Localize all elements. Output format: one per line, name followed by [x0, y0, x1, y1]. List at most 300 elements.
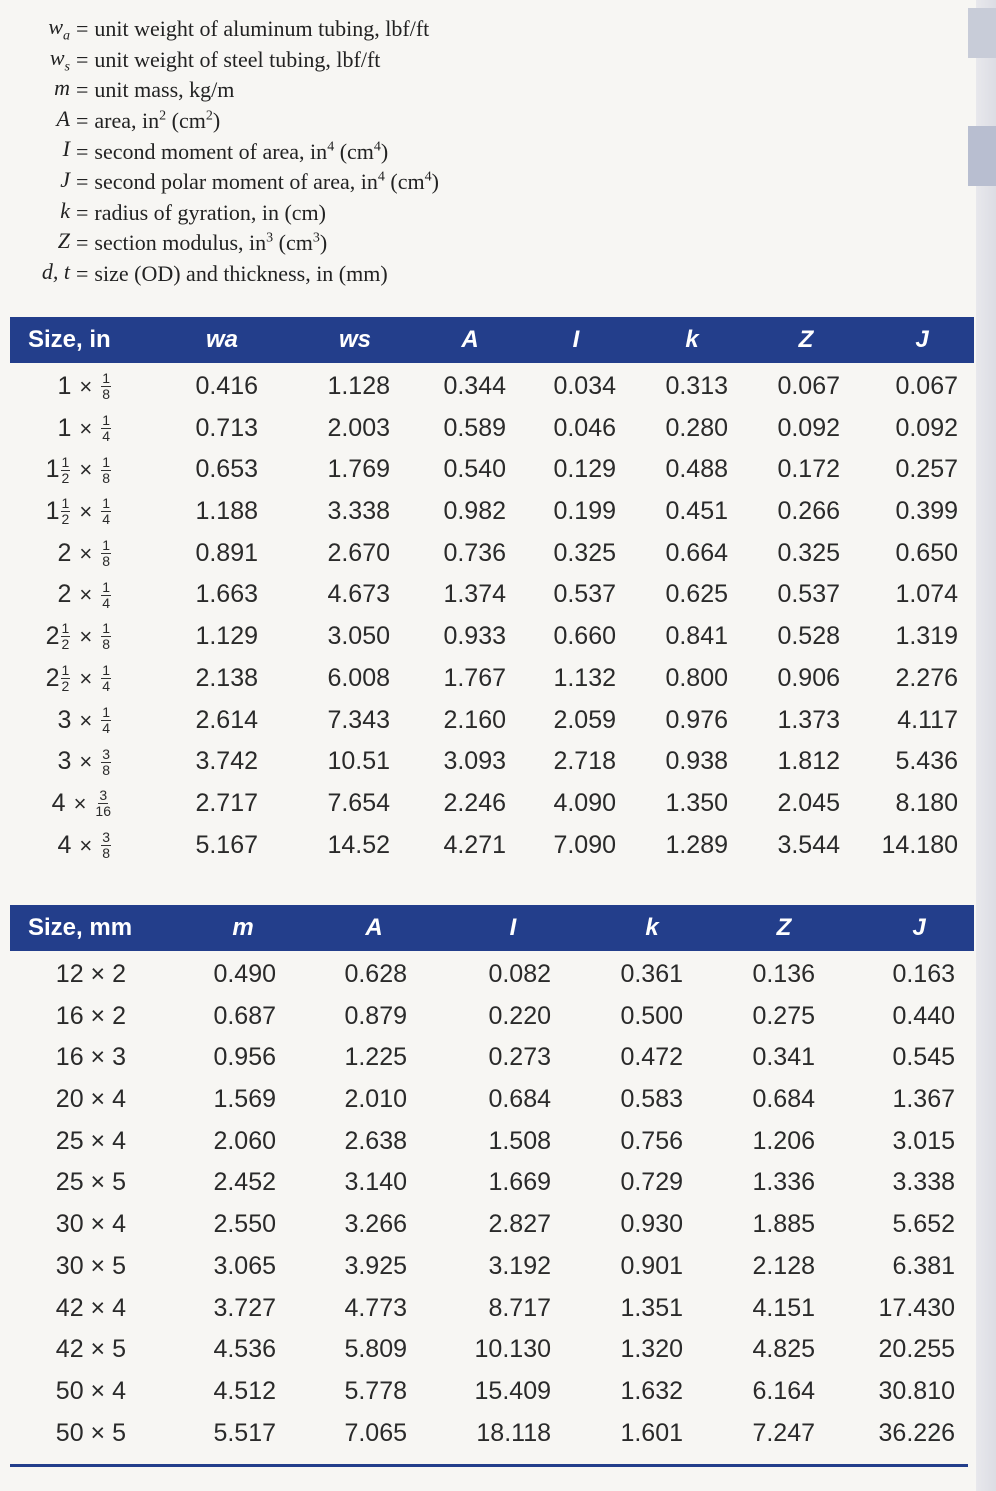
- legend-item: [10, 45, 439, 76]
- size-whole: 4: [51, 788, 66, 817]
- size-diameter: [57, 574, 71, 616]
- column-header: ws: [338, 326, 371, 353]
- table-cell: 5.809: [344, 1335, 407, 1364]
- fraction-denominator: 2: [61, 511, 70, 528]
- table-cell: 0.451: [665, 497, 728, 526]
- table-cell: 2.276: [895, 663, 958, 692]
- times-sign: ×: [79, 374, 93, 399]
- table-cell: 1.632: [620, 1376, 683, 1405]
- table-cell: 30.810: [878, 1376, 955, 1405]
- times-sign: ×: [79, 749, 93, 775]
- bottom-rule: [10, 1464, 968, 1467]
- legend-description: second polar moment of area, $in^4$ $(cm^4)$: [94, 169, 439, 195]
- legend-symbol: [10, 136, 70, 166]
- table-cell: 7.343: [327, 705, 390, 734]
- table-cell: 0.257: [895, 455, 958, 484]
- table-row: [10, 1413, 974, 1455]
- table-cell: 0.628: [344, 960, 407, 988]
- table-cell: 0.713: [195, 413, 258, 442]
- table-cell: 5.652: [892, 1210, 955, 1239]
- table-cell: 6.381: [892, 1251, 955, 1280]
- table-cell: 3.065: [213, 1251, 276, 1280]
- table-cell: 1.206: [752, 1126, 815, 1155]
- table-cell: 0.082: [488, 960, 551, 988]
- table-cell: 0.583: [620, 1085, 683, 1114]
- legend-symbol-letter: J: [60, 167, 70, 193]
- size-whole: 4: [57, 830, 72, 859]
- table-row: [10, 996, 974, 1038]
- table-row: [10, 825, 974, 867]
- size-cell: 42 × 5: [55, 1335, 126, 1364]
- legend-symbol-letter: d, t: [41, 258, 70, 284]
- fraction-denominator: 16: [95, 803, 111, 820]
- legend-item: [10, 198, 439, 229]
- legend-symbol: [10, 198, 70, 228]
- fraction-numerator: 1: [102, 412, 110, 429]
- table-cell: 5.517: [213, 1418, 276, 1447]
- table-row: [10, 366, 974, 408]
- fraction-denominator: 4: [102, 428, 110, 445]
- size-whole: 3: [57, 747, 72, 776]
- table-cell: 0.653: [195, 455, 258, 484]
- table-cell: 4.512: [213, 1376, 276, 1405]
- table-cell: 0.361: [620, 960, 683, 988]
- table-row: [10, 449, 974, 491]
- size-diameter: [57, 533, 71, 575]
- table-cell: 4.825: [752, 1335, 815, 1364]
- table-cell: 1.885: [752, 1210, 815, 1239]
- table-cell: 4.090: [553, 788, 616, 817]
- fraction: [101, 830, 111, 861]
- fraction-denominator: 4: [102, 594, 110, 611]
- table-cell: 0.313: [665, 372, 728, 400]
- fraction: [101, 538, 111, 569]
- table-body: [10, 951, 974, 1454]
- table-cell: 0.500: [620, 1001, 683, 1030]
- fraction-denominator: 2: [61, 469, 70, 486]
- size-whole: 3: [57, 705, 72, 734]
- size-diameter: [52, 783, 66, 825]
- fraction-numerator: 1: [61, 662, 70, 679]
- table-cell: 0.092: [895, 413, 958, 442]
- fraction-numerator: 1: [61, 495, 70, 512]
- size-diameter: [57, 825, 71, 867]
- size-cell: [10, 825, 112, 867]
- table-cell: 17.430: [878, 1293, 955, 1322]
- table-cell: 0.687: [213, 1001, 276, 1030]
- table-cell: 6.008: [327, 663, 390, 692]
- size-whole: 1: [57, 413, 72, 442]
- table-cell: 0.906: [777, 663, 840, 692]
- fraction: [101, 580, 111, 611]
- fraction: [101, 663, 111, 694]
- table-cell: 4.117: [897, 705, 958, 734]
- column-header: Z: [776, 914, 792, 941]
- legend-description: size (OD) and thickness, in (mm): [94, 261, 388, 287]
- table-row: [10, 1204, 974, 1246]
- table-cell: 3.015: [892, 1126, 955, 1155]
- size-diameter: [46, 658, 72, 700]
- size-cell: [10, 783, 112, 825]
- table-cell: 1.669: [488, 1168, 551, 1197]
- table-cell: 2.060: [213, 1126, 276, 1155]
- table-cell: 0.540: [443, 455, 506, 484]
- table-cell: 0.046: [553, 413, 616, 442]
- table-cell: 1.225: [344, 1043, 407, 1072]
- table-row: [10, 574, 974, 616]
- legend-symbol: [10, 45, 70, 75]
- table-row: [10, 491, 974, 533]
- times-sign: ×: [79, 665, 93, 691]
- legend-symbol: [10, 228, 70, 258]
- table-cell: 6.164: [752, 1376, 815, 1405]
- table-cell: 0.488: [665, 455, 728, 484]
- table-cell: 0.344: [443, 372, 506, 400]
- size-whole: 1: [45, 497, 60, 526]
- table-cell: 1.373: [777, 705, 840, 734]
- size-cell: [10, 741, 112, 783]
- table-cell: 1.132: [553, 663, 616, 692]
- legend-symbol: [10, 259, 70, 289]
- table-cell: 2.827: [488, 1210, 551, 1239]
- table-cell: 1.289: [665, 830, 728, 859]
- size-diameter: [46, 616, 72, 658]
- table-cell: 0.545: [892, 1043, 955, 1072]
- table-cell: 2.638: [344, 1126, 407, 1155]
- fraction-numerator: 1: [102, 703, 110, 720]
- fraction: [61, 455, 71, 486]
- table-cell: 0.067: [777, 372, 840, 400]
- column-header: Z: [798, 326, 814, 353]
- fraction: [101, 705, 111, 736]
- table-cell: 2.614: [195, 705, 258, 734]
- table-cell: 15.409: [474, 1376, 551, 1405]
- table-cell: 0.729: [620, 1168, 683, 1197]
- fraction-denominator: 4: [102, 511, 110, 528]
- table-cell: 4.773: [344, 1293, 407, 1322]
- size-cell: 30 × 4: [55, 1210, 126, 1239]
- fraction-denominator: 4: [102, 719, 110, 736]
- legend-item: [10, 136, 439, 167]
- table-cell: 1.569: [213, 1085, 276, 1114]
- size-cell: 42 × 4: [55, 1293, 126, 1322]
- equals-sign: =: [76, 108, 89, 134]
- table-cell: 0.325: [777, 538, 840, 567]
- table-cell: 1.601: [620, 1418, 683, 1447]
- table-row: [10, 1371, 974, 1413]
- legend-item: [10, 75, 439, 106]
- fraction: [61, 496, 71, 527]
- table-cell: 1.336: [752, 1168, 815, 1197]
- table-cell: 3.140: [344, 1168, 407, 1197]
- table-cell: 0.736: [443, 538, 506, 567]
- size-cell: [10, 449, 112, 491]
- table-cell: 1.129: [195, 622, 258, 651]
- fraction-numerator: 1: [102, 620, 110, 637]
- times-sign: ×: [79, 415, 93, 441]
- table-cell: 1.128: [327, 372, 390, 400]
- fraction-denominator: 8: [102, 844, 110, 861]
- column-header: I: [572, 326, 580, 353]
- table-cell: 1.769: [327, 455, 390, 484]
- table-cell: 2.010: [344, 1085, 407, 1114]
- fraction-denominator: 2: [61, 636, 70, 653]
- fraction: [101, 371, 111, 402]
- column-header: wa: [205, 326, 238, 353]
- page-edge-tab: [968, 126, 996, 186]
- table-cell: 10.130: [474, 1335, 551, 1364]
- size-whole: 2: [45, 663, 60, 692]
- table-cell: 4.536: [213, 1335, 276, 1364]
- fraction-denominator: 4: [102, 678, 110, 695]
- table-cell: 1.320: [620, 1335, 683, 1364]
- table-cell: 18.118: [476, 1418, 551, 1447]
- table-cell: 0.933: [443, 622, 506, 651]
- table-cell: 1.351: [620, 1293, 683, 1322]
- fraction-numerator: 1: [61, 620, 70, 637]
- table-cell: 3.093: [443, 747, 506, 776]
- legend-description: unit mass, kg/m: [94, 77, 235, 103]
- table-cell: 0.136: [752, 960, 815, 988]
- legend-symbol-letter: I: [62, 136, 70, 162]
- table-cell: 0.325: [553, 538, 616, 567]
- legend-description: unit weight of aluminum tubing, lbf/ft: [94, 16, 430, 42]
- table-cell: 3.338: [892, 1168, 955, 1197]
- fraction: [101, 621, 111, 652]
- table-cell: 8.717: [488, 1293, 551, 1322]
- table-row: [10, 1121, 974, 1163]
- table-row: [10, 783, 974, 825]
- table-cell: 0.891: [195, 538, 258, 567]
- table-cell: 2.718: [553, 747, 616, 776]
- table-cell: 0.589: [443, 413, 506, 442]
- table-cell: 0.684: [488, 1085, 551, 1114]
- table-cell: 2.550: [213, 1210, 276, 1239]
- fraction: [61, 621, 71, 652]
- legend-item: [10, 167, 439, 198]
- size-cell: [10, 533, 112, 575]
- table-cell: 7.065: [344, 1418, 407, 1447]
- table-cell: 0.092: [777, 413, 840, 442]
- size-diameter: [46, 491, 72, 533]
- size-whole: 2: [57, 538, 72, 567]
- fraction-denominator: 8: [102, 469, 110, 486]
- table-cell: 3.925: [344, 1251, 407, 1280]
- table-cell: 5.778: [344, 1376, 407, 1405]
- column-header: k: [685, 326, 699, 353]
- column-header: Size, in: [28, 326, 111, 353]
- fraction-numerator: 1: [102, 578, 110, 595]
- size-cell: 12 × 2: [55, 960, 126, 988]
- table-cell: 2.246: [443, 788, 506, 817]
- table-cell: 0.034: [553, 372, 616, 400]
- size-whole: 1: [45, 455, 60, 484]
- table-cell: 1.374: [443, 580, 506, 609]
- table-row: [10, 954, 974, 996]
- fraction-numerator: 3: [102, 828, 110, 845]
- size-cell: 20 × 4: [55, 1085, 126, 1114]
- equals-sign: =: [76, 138, 89, 164]
- table-row: [10, 741, 974, 783]
- table-cell: 3.266: [344, 1210, 407, 1239]
- table-cell: 10.51: [327, 747, 390, 776]
- column-header: J: [912, 914, 926, 941]
- table-row: [10, 616, 974, 658]
- legend-item: [10, 14, 439, 45]
- size-diameter: [46, 449, 72, 491]
- table-cell: 1.663: [195, 580, 258, 609]
- table-cell: 0.537: [553, 580, 616, 609]
- fraction-numerator: 3: [99, 787, 108, 804]
- table-cell: 5.167: [195, 830, 258, 859]
- table-row: [10, 1288, 974, 1330]
- legend-symbol: [10, 106, 70, 136]
- table-cell: 0.664: [665, 538, 728, 567]
- legend-description: radius of gyration, in (cm): [94, 199, 326, 225]
- table-cell: 0.220: [488, 1001, 551, 1030]
- table-cell: 0.650: [895, 538, 958, 567]
- table-cell: 0.472: [620, 1043, 683, 1072]
- table-cell: 20.255: [878, 1335, 955, 1364]
- table-cell: 8.180: [895, 788, 958, 817]
- table-cell: 1.188: [195, 497, 258, 526]
- legend-item: [10, 259, 439, 290]
- table-cell: 0.625: [665, 580, 728, 609]
- table-cell: 0.537: [777, 580, 840, 609]
- table-row: [10, 533, 974, 575]
- table-cell: 3.338: [327, 497, 390, 526]
- table-cell: 0.163: [892, 960, 955, 988]
- table-row: [10, 1079, 974, 1121]
- column-header: I: [509, 914, 517, 941]
- table-cell: 4.673: [327, 580, 390, 609]
- table-inch-sizes: [10, 317, 974, 866]
- equals-sign: =: [76, 16, 89, 42]
- fraction-denominator: 2: [61, 678, 70, 695]
- size-cell: [10, 616, 112, 658]
- table-cell: 0.067: [895, 372, 958, 400]
- table-cell: 0.341: [752, 1043, 815, 1072]
- table-body: [10, 363, 974, 866]
- column-header: m: [232, 914, 254, 941]
- table-cell: 0.199: [553, 497, 616, 526]
- table-cell: 0.416: [195, 372, 258, 400]
- fraction-numerator: 1: [102, 537, 110, 554]
- table-cell: 0.280: [665, 413, 728, 442]
- table-cell: 4.151: [752, 1293, 815, 1322]
- page-edge-strip: [976, 0, 996, 1491]
- times-sign: ×: [79, 707, 93, 733]
- equals-sign: =: [76, 199, 89, 225]
- table-cell: 2.160: [443, 705, 506, 734]
- size-whole: 2: [57, 580, 72, 609]
- table-cell: 36.226: [878, 1418, 955, 1447]
- size-diameter: [57, 366, 71, 408]
- table-cell: 7.090: [553, 830, 616, 859]
- table-cell: 0.129: [553, 455, 616, 484]
- table-cell: 7.247: [752, 1418, 815, 1447]
- size-cell: 50 × 5: [55, 1418, 126, 1447]
- fraction-numerator: 1: [102, 370, 110, 387]
- table-cell: 2.003: [327, 413, 390, 442]
- times-sign: ×: [79, 457, 93, 483]
- size-cell: [10, 658, 112, 700]
- size-cell: 16 × 3: [55, 1043, 126, 1072]
- fraction: [61, 663, 71, 694]
- table-cell: 3.544: [777, 830, 840, 859]
- table-cell: 1.319: [895, 622, 958, 651]
- table-cell: 1.350: [665, 788, 728, 817]
- table-cell: 0.956: [213, 1043, 276, 1072]
- fraction: [101, 747, 111, 778]
- table-cell: 0.976: [665, 705, 728, 734]
- equals-sign: =: [76, 77, 89, 103]
- table-cell: 14.180: [881, 830, 958, 859]
- page-edge-tab: [968, 8, 996, 58]
- fraction-denominator: 8: [102, 636, 110, 653]
- size-cell: [10, 574, 112, 616]
- table-cell: 2.128: [752, 1251, 815, 1280]
- table-cell: 0.800: [665, 663, 728, 692]
- table-cell: 0.266: [777, 497, 840, 526]
- legend-symbol-letter: Z: [57, 228, 70, 254]
- size-cell: [10, 700, 112, 742]
- legend-symbol: [10, 75, 70, 105]
- table-cell: 0.756: [620, 1126, 683, 1155]
- size-diameter: [57, 408, 71, 450]
- table-row: [10, 408, 974, 450]
- legend-description: unit weight of steel tubing, lbf/ft: [94, 46, 381, 72]
- column-header: A: [461, 326, 479, 353]
- size-cell: 30 × 5: [55, 1251, 126, 1280]
- fraction-numerator: 1: [102, 662, 110, 679]
- table-cell: 1.508: [488, 1126, 551, 1155]
- table-cell: 2.059: [553, 705, 616, 734]
- table-cell: 2.138: [195, 663, 258, 692]
- size-cell: 25 × 5: [55, 1168, 126, 1197]
- fraction: [95, 788, 111, 819]
- times-sign: ×: [79, 624, 93, 650]
- table-cell: 3.742: [195, 747, 258, 776]
- table-cell: 0.490: [213, 960, 276, 988]
- legend-symbol-letter: w: [48, 14, 63, 40]
- table-cell: 0.930: [620, 1210, 683, 1239]
- table-cell: 0.172: [777, 455, 840, 484]
- table-cell: 1.074: [895, 580, 958, 609]
- fraction: [101, 413, 111, 444]
- table-cell: 14.52: [327, 830, 390, 859]
- table-cell: 0.684: [752, 1085, 815, 1114]
- table-cell: 2.717: [195, 788, 258, 817]
- legend-item: [10, 106, 439, 137]
- table-cell: 3.192: [488, 1251, 551, 1280]
- table-cell: 0.528: [777, 622, 840, 651]
- table-metric-sizes: [10, 905, 974, 1454]
- legend-symbol: [10, 14, 70, 44]
- size-cell: 25 × 4: [55, 1126, 126, 1155]
- table-cell: 0.275: [752, 1001, 815, 1030]
- fraction-denominator: 8: [102, 553, 110, 570]
- equals-sign: =: [76, 230, 89, 256]
- table-row: [10, 1162, 974, 1204]
- legend-symbol-subscript: a: [63, 28, 70, 44]
- legend-symbol-letter: w: [49, 44, 65, 70]
- table-cell: 2.670: [327, 538, 390, 567]
- table-row: [10, 1329, 974, 1371]
- size-cell: [10, 408, 112, 450]
- table-cell: 7.654: [327, 788, 390, 817]
- legend-symbol: [10, 167, 70, 197]
